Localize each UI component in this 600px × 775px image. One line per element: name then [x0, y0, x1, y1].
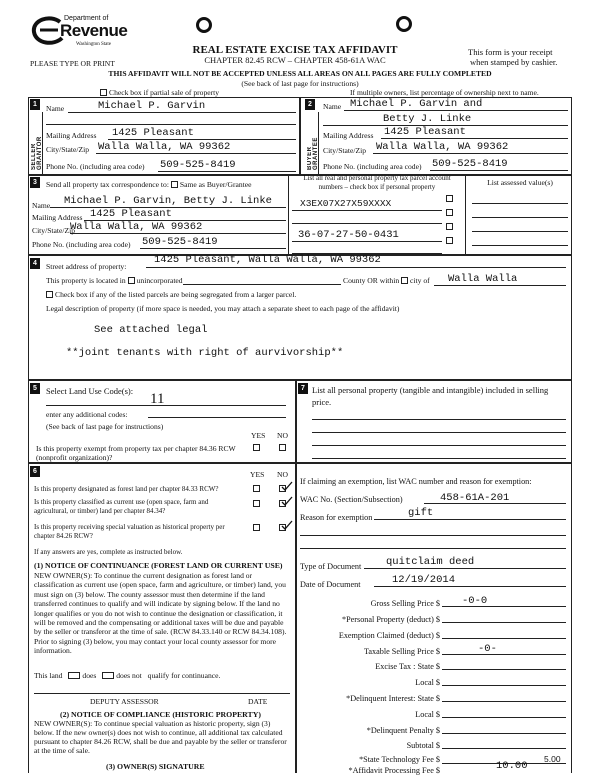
continuance-line: This land does does not qualify for continuance.	[34, 671, 221, 680]
corr-name-value[interactable]: Michael P. Garvin, Betty J. Linke	[64, 195, 272, 207]
receipt-note-2: when stamped by cashier.	[470, 57, 558, 67]
exemption-claimed-label: Exemption Claimed (deduct) $	[338, 631, 440, 640]
doc-date-value[interactable]: 12/19/2014	[392, 574, 456, 586]
taxable-selling-price-label: Taxable Selling Price $	[363, 647, 440, 656]
seller-phone-value[interactable]: 509-525-8419	[160, 159, 236, 171]
multiple-owners-note: If multiple owners, list percentage of ownership next to name.	[350, 88, 539, 97]
reason-value[interactable]: gift	[408, 507, 434, 519]
buyer-mailing-label: Mailing Address	[323, 131, 374, 140]
department-label: Department of	[64, 15, 109, 22]
exempt-question: Is this property exempt from property tax per chapter 84.36 RCW (nonprofit organization)?	[36, 444, 236, 462]
deputy-date-label: DATE	[248, 697, 268, 706]
city-of-checkbox[interactable]	[401, 277, 408, 284]
excise-tax-local-label: Local $	[415, 678, 440, 687]
land-use-yes-label: YES	[251, 431, 266, 440]
historical-question: Is this property receiving special valuation as historical property per chapter 84.26 RCW?	[34, 523, 225, 540]
seller-city-value[interactable]: Walla Walla, WA 99362	[98, 141, 231, 153]
delinquent-interest-state-label: *Delinquent Interest: State $	[346, 694, 440, 703]
punch-hole-left	[196, 17, 212, 33]
exempt-yes-checkbox[interactable]	[253, 444, 260, 451]
buyer-name-label: Name	[323, 102, 342, 111]
section-4-badge: 4	[30, 258, 40, 269]
buyer-city-label: City/State/Zip	[323, 146, 367, 155]
segregated-checkbox-line[interactable]: Check box if any of the listed parcels are being segregated from a larger parcel.	[46, 290, 296, 299]
does-checkbox[interactable]	[68, 672, 80, 679]
agency-sub: Washington State	[76, 42, 112, 47]
print-note: PLEASE TYPE OR PRINT	[30, 59, 115, 68]
section-2-badge: 2	[305, 99, 315, 110]
assessed-values-header: List assessed value(s)	[487, 178, 553, 187]
wac-label: WAC No. (Section/Subsection)	[300, 495, 403, 504]
corr-phone-value[interactable]: 509-525-8419	[142, 236, 218, 248]
buyer-name-value-2[interactable]: Betty J. Linke	[383, 113, 472, 125]
seller-side-label: SELLER GRANTOR	[31, 136, 43, 170]
notice-2-title: (2) NOTICE OF COMPLIANCE (HISTORIC PROPERTY)	[60, 710, 261, 719]
land-use-see-back: (See back of last page for instructions)	[46, 422, 164, 431]
section-7-badge: 7	[298, 383, 308, 394]
deputy-assessor-label: DEPUTY ASSESSOR	[90, 697, 159, 706]
parcel-personal-checkbox-4[interactable]	[446, 237, 453, 244]
corr-city-label: City/State/Zip	[32, 226, 76, 235]
exemption-label: If claiming an exemption, list WAC number and reason for exemption:	[300, 477, 532, 486]
doc-type-value[interactable]: quitclaim deed	[386, 556, 475, 568]
forest-land-question: Is this property designated as forest land per chapter 84.33 RCW?	[34, 485, 219, 493]
personal-property-deduct-label: *Personal Property (deduct) $	[342, 615, 440, 624]
reason-label: Reason for exemption	[300, 513, 373, 522]
same-as-buyer-checkbox[interactable]	[171, 181, 178, 188]
street-address-value[interactable]: 1425 Pleasant, Walla Walla, WA 99362	[154, 254, 381, 266]
buyer-name-value-1[interactable]: Michael P. Garvin and	[350, 98, 483, 110]
parcels-header: List all real and personal property tax parcel account numbers – check box if personal property	[303, 174, 451, 191]
s6-yes-label: YES	[250, 470, 265, 479]
wac-value[interactable]: 458-61A-201	[440, 492, 510, 504]
exempt-no-checkbox[interactable]	[279, 444, 286, 451]
partial-sale-checkbox[interactable]: Check box if partial sale of property	[100, 88, 219, 97]
if-yes-note: If any answers are yes, complete as instructed below.	[34, 548, 183, 556]
personal-property-label: List all personal property (tangible and intangible) included in selling price.	[312, 385, 549, 407]
forest-no-checkmark-icon	[281, 481, 293, 491]
land-use-no-label: NO	[277, 431, 288, 440]
legal-description-label: Legal description of property (if more space is needed, you may attach a separate sheet to each page of the affidavit)	[46, 304, 400, 313]
parcel-personal-checkbox-3[interactable]	[446, 223, 453, 230]
historical-no-checkmark-icon	[281, 520, 293, 530]
form-warning: THIS AFFIDAVIT WILL NOT BE ACCEPTED UNLESS ALL AREAS ON ALL PAGES ARE FULLY COMPLETED	[108, 69, 492, 78]
delinquent-interest-local-label: Local $	[415, 710, 440, 719]
section-5-badge: 5	[30, 383, 40, 394]
corr-mailing-label: Mailing Address	[32, 213, 83, 222]
s6-no-label: NO	[277, 470, 288, 479]
street-address-label: Street address of property:	[46, 262, 127, 271]
affidavit-processing-fee-value[interactable]: 10.00	[496, 760, 528, 772]
excise-tax-state-label: Excise Tax : State $	[375, 662, 440, 671]
land-use-label: Select Land Use Code(s):	[46, 386, 134, 396]
state-technology-fee-label: *State Technology Fee $	[359, 755, 440, 764]
buyer-phone-value[interactable]: 509-525-8419	[432, 158, 508, 170]
doc-date-label: Date of Document	[300, 580, 361, 589]
section-1-badge: 1	[30, 99, 40, 110]
agency-name: Revenue	[60, 21, 128, 40]
form-chapter: CHAPTER 82.45 RCW – CHAPTER 458-61A WAC	[204, 55, 386, 65]
notice-2-text: NEW OWNER(S): To continue special valuation as historic property, sign (3) below. If the new owner(s) does not wish to continue, all additional tax calculated pursuant to chapter 84.26 RCW, shall be due and payable by the seller or transferor at the time of sale.	[34, 719, 287, 755]
parcel-personal-checkbox-2[interactable]	[446, 209, 453, 216]
taxable-selling-price-value[interactable]: -0-	[478, 643, 497, 655]
notice-1-title: (1) NOTICE OF CONTINUANCE (FOREST LAND OR CURRENT USE)	[34, 561, 283, 570]
does-not-checkbox[interactable]	[102, 672, 114, 679]
buyer-side-label: BUYER GRANTEE	[307, 137, 319, 170]
located-in-line: This property is located in unincorporated	[46, 276, 183, 285]
county-or-within: County OR within city of	[343, 276, 430, 285]
revenue-logo	[30, 14, 140, 50]
form-title: REAL ESTATE EXCISE TAX AFFIDAVIT	[192, 44, 398, 56]
corr-mailing-value[interactable]: 1425 Pleasant	[90, 208, 172, 220]
forest-yes-checkbox[interactable]	[253, 485, 260, 492]
buyer-city-value[interactable]: Walla Walla, WA 99362	[376, 141, 509, 153]
seller-mailing-value[interactable]: 1425 Pleasant	[112, 127, 194, 139]
land-use-code[interactable]: 11	[150, 391, 165, 407]
section-6-badge: 6	[30, 466, 40, 477]
parcel-personal-checkbox-1[interactable]	[446, 195, 453, 202]
unincorporated-checkbox[interactable]	[128, 277, 135, 284]
seller-mailing-label: Mailing Address	[46, 131, 97, 140]
additional-codes-label: enter any additional codes:	[46, 410, 128, 419]
gross-selling-price-value[interactable]: -0-0	[462, 595, 488, 607]
section-3-badge: 3	[30, 177, 40, 188]
buyer-phone-label: Phone No. (including area code)	[323, 162, 422, 171]
parcel-number-1[interactable]: X3EX07X27X59XXXX	[300, 198, 392, 209]
seller-name-value[interactable]: Michael P. Garvin	[98, 100, 206, 112]
subtotal-label: Subtotal $	[406, 741, 440, 750]
seller-name-label: Name	[46, 104, 65, 113]
notice-1-text: NEW OWNER(S): To continue the current designation as forest land or classification as current use (open space, farm and agriculture, or timber) land, you must sign on (3) below. The county assessor must then determine if the land transferred continues to qualify and will indicate by signing below. If the land no longer qualifies or you do not wish to continue the designation or classification, it will be removed and the compensating or additional taxes will be due and payable by the seller or transferor at the time of sale. (RCW 84.33.140 or RCW 84.34.108). Prior to signing (3) below, you may contact your local county assessor for more information.	[34, 571, 287, 656]
current-use-yes-checkbox[interactable]	[253, 500, 260, 507]
gross-selling-price-label: Gross Selling Price $	[370, 599, 440, 608]
delinquent-penalty-label: *Delinquent Penalty $	[366, 726, 440, 735]
city-of-value[interactable]: Walla Walla	[448, 273, 518, 285]
seller-city-label: City/State/Zip	[46, 145, 90, 154]
corr-city-value[interactable]: Walla Walla, WA 99362	[70, 221, 203, 233]
state-technology-fee-value[interactable]: 5.00	[544, 754, 561, 764]
notice-3-title: (3) OWNER(S) SIGNATURE	[106, 762, 205, 771]
doc-type-label: Type of Document	[300, 562, 362, 571]
receipt-note-1: This form is your receipt	[468, 47, 553, 57]
buyer-mailing-value[interactable]: 1425 Pleasant	[384, 126, 466, 138]
corr-name-label: Name	[32, 201, 51, 210]
affidavit-processing-fee-label: *Affidavit Processing Fee $	[348, 766, 440, 775]
legal-description-1[interactable]: See attached legal	[94, 324, 208, 336]
correspondence-intro: Send all property tax correspondence to: Same as Buyer/Grantee	[46, 180, 252, 189]
corr-phone-label: Phone No. (including area code)	[32, 240, 131, 249]
parcel-number-2[interactable]: 36-07-27-50-0431	[298, 229, 399, 241]
current-use-question: Is this property classified as current use (open space, farm and agricultural, or timber) land per chapter 84.34?	[34, 498, 209, 515]
see-back-note: (See back of last page for instructions)	[241, 79, 359, 88]
punch-hole-right	[396, 16, 412, 32]
legal-description-2[interactable]: **joint tenants with right of aurvivorship**	[66, 347, 344, 359]
seller-phone-label: Phone No. (including area code)	[46, 162, 145, 171]
historical-yes-checkbox[interactable]	[253, 524, 260, 531]
current-use-no-checkmark-icon	[281, 496, 293, 506]
